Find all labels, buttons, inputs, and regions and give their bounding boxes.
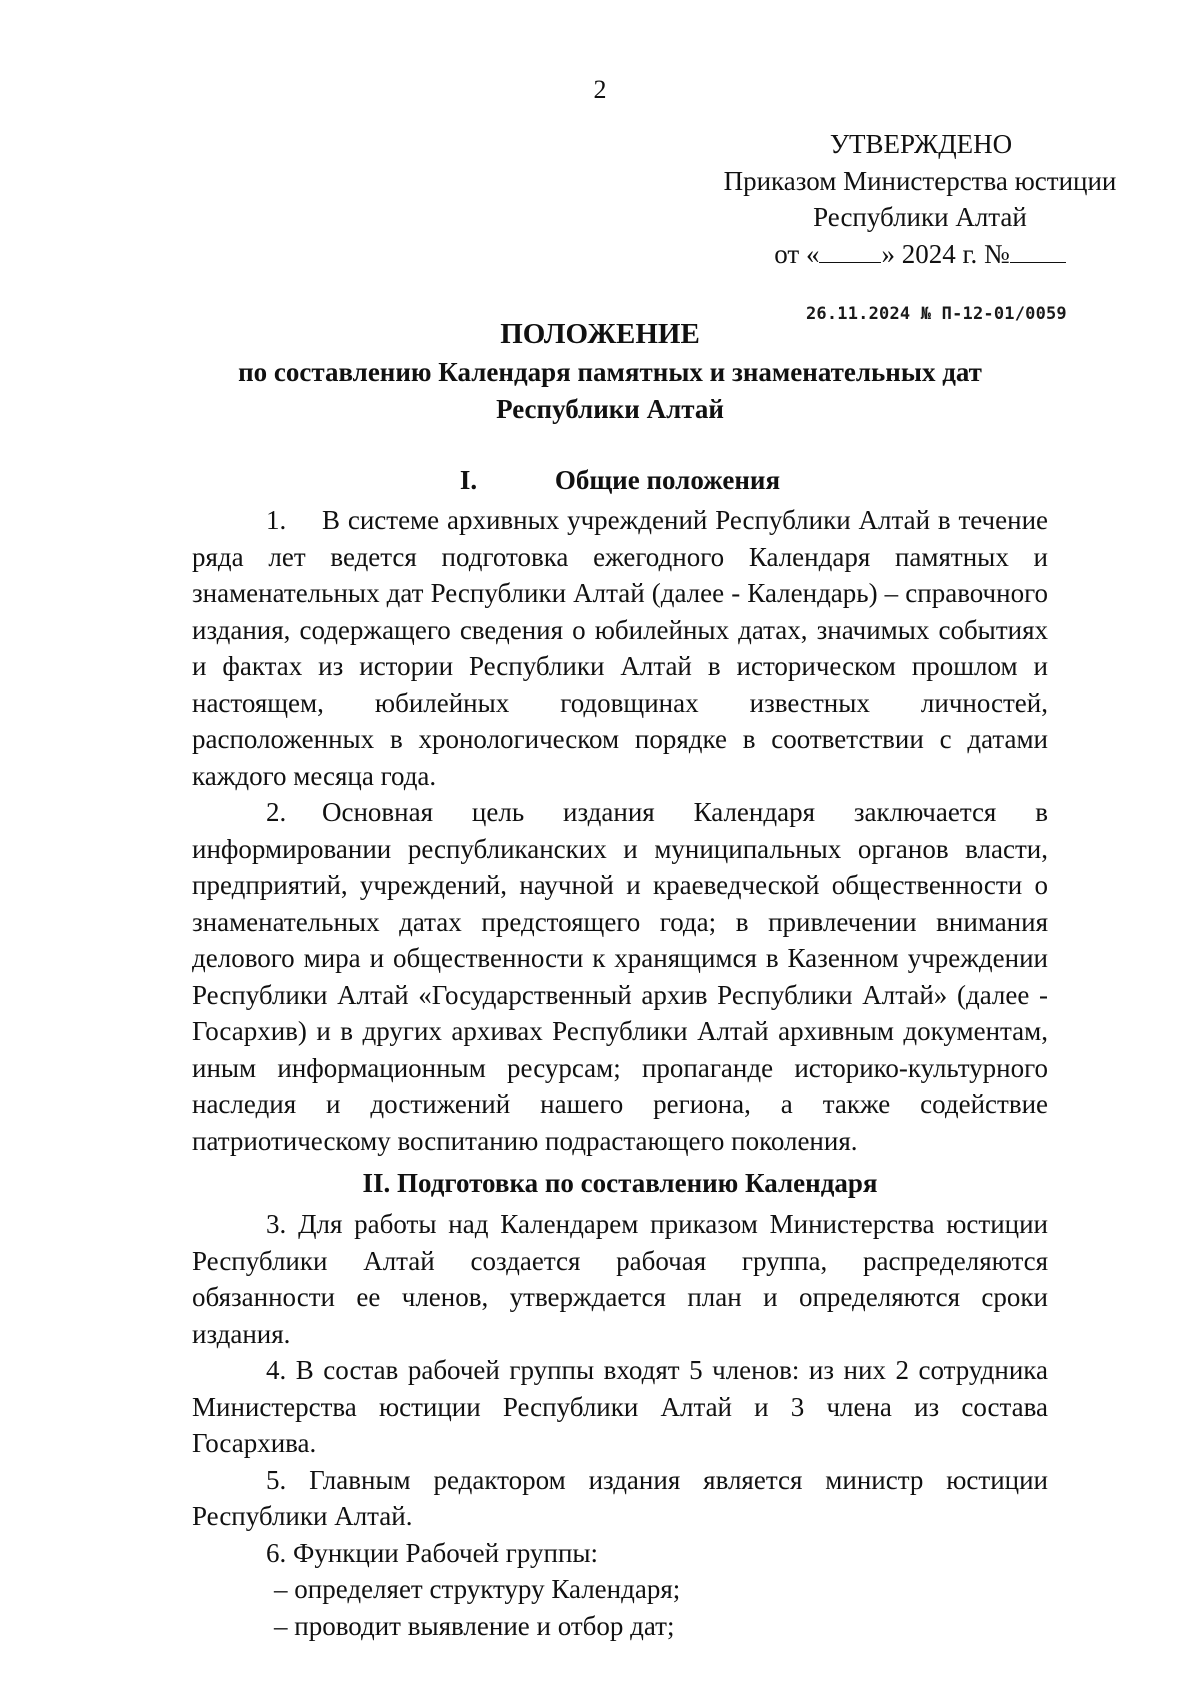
paragraph-number: 2. <box>266 797 287 827</box>
paragraph-text: Основная цель издания Календаря заключается в информировании республиканских и муниципальных органов власти, предприятий, учреждений, научной и краеведческой общественности о знаменательных датах предстоящего года; в привлечении внимания делового мира и общественности к хранящимся в Казенном учреждении Республики Алтай «Государственный архив Республики Алтай» (далее - Госархив) и в других архивах Республики Алтай архивным документам, иным информационным ресурсам; пропаганде историко-культурного наследия и достижений нашего региона, а также содействие патриотическому воспитанию подрастающего поколения. <box>192 797 1048 1156</box>
paragraph-number: 1. <box>266 505 287 535</box>
paragraph-5: 5. Главным редактором издания является министр юстиции Республики Алтай. <box>192 1464 1048 1531</box>
approval-line-1: Приказом Министерства юстиции <box>723 165 1117 196</box>
approval-title: УТВЕРЖДЕНО <box>829 129 1013 159</box>
approval-block <box>700 126 1140 272</box>
date-blank <box>819 240 881 263</box>
approval-line-2: Республики Алтай <box>813 202 1027 232</box>
page-number: 2 <box>593 75 607 104</box>
document-subtitle: по составлению Календаря памятных и знаменательных дат Республики Алтай <box>238 357 982 424</box>
document-title: ПОЛОЖЕНИЕ <box>500 318 700 350</box>
section-2-heading: II. Подготовка по составлению Календаря <box>362 1168 878 1198</box>
list-item: – проводит выявление и отбор дат; <box>274 1610 675 1641</box>
approval-date-middle: » 2024 г. № <box>881 238 1010 269</box>
list-item: – определяет структуру Календаря; <box>274 1574 681 1604</box>
section-1-roman: I. <box>459 465 478 495</box>
number-blank <box>1010 240 1066 263</box>
section-1-title: Общие положения <box>554 465 781 495</box>
approval-date-prefix: от « <box>774 238 820 269</box>
paragraph-3: 3. Для работы над Календарем приказом Министерства юстиции Республики Алтай создается рабочая группа, распределяются обязанности ее членов, утверждается план и определяются сроки издания. <box>192 1209 1048 1349</box>
section-1-body <box>192 502 1048 1159</box>
paragraph-2 <box>192 794 1048 1159</box>
paragraph-6: 6. Функции Рабочей группы: <box>266 1537 599 1568</box>
registration-stamp: 26.11.2024 № П-12-01/0059 <box>806 304 1067 324</box>
paragraph-1 <box>192 502 1048 794</box>
approval-date-line <box>700 236 1140 273</box>
paragraph-4: 4. В состав рабочей группы входят 5 членов: из них 2 сотрудника Министерства юстиции Республики Алтай и 3 члена из состава Госархива. <box>192 1355 1048 1458</box>
paragraph-text: В системе архивных учреждений Республики Алтай в течение ряда лет ведется подготовка ежегодного Календаря памятных и знаменательных дат Республики Алтай (далее - Календарь) – справочного издания, содержащего сведения о юбилейных датах, значимых событиях и фактах из истории Республики Алтай в историческом прошлом и настоящем, юбилейных годовщинах известных личностей, расположенных в хронологическом порядке в соответствии с датами каждого месяца года. <box>192 505 1048 791</box>
section-1-heading <box>192 462 1048 499</box>
section-2-body <box>192 1206 1048 1644</box>
